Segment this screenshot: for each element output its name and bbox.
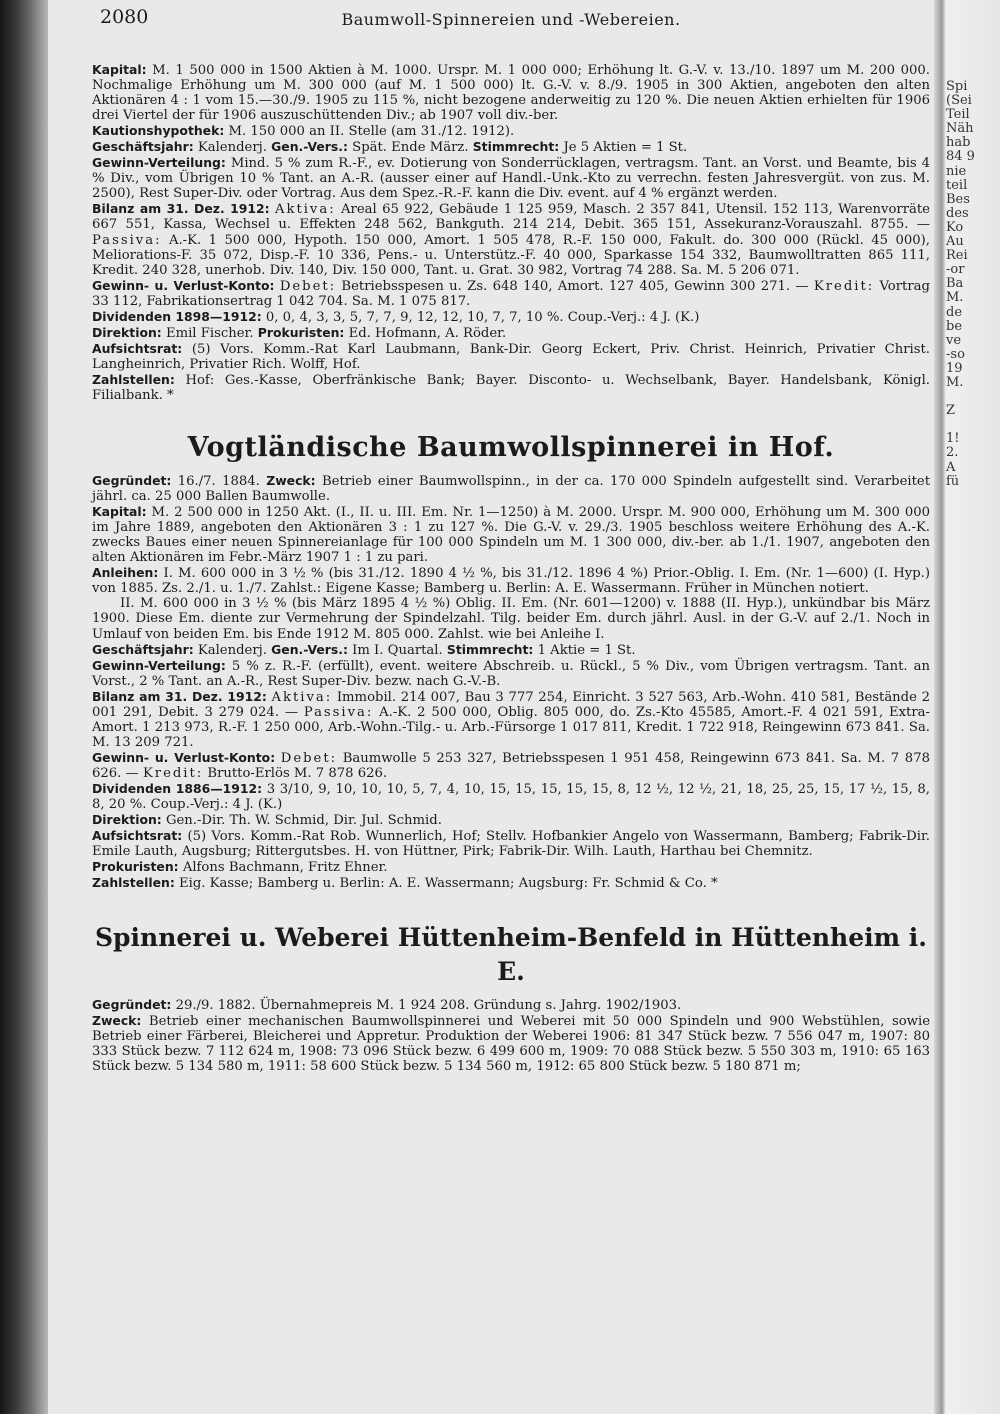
field-text: Immobil. 214 007, Bau 3 777 254, Einricht. 3 527 563, Arb.-Wohn. 410 581, Bestände 2 001 291, Debit. 3 279 024. — (92, 689, 930, 720)
adjacent-page-fragment: (Sei (946, 93, 972, 109)
running-title: Baumwoll-Spinnereien und -Webereien. (341, 10, 681, 29)
entry-gegruendet (92, 473, 930, 504)
field-text: Im I. Quartal. (352, 642, 443, 658)
field-text: (5) Vors. Komm.-Rat Karl Laubmann, Bank-Dir. Georg Eckert, Priv. Christ. Heinrich, Privatier Christ. Langheinrich, Privatier Rich. Wolff, Hof. (92, 341, 930, 372)
entry-kapital (92, 62, 930, 123)
adjacent-page-fragment: Teil (946, 107, 970, 123)
field-text: Betriebsspesen u. Zs. 648 140, Amort. 127 405, Gewinn 300 271. — (341, 278, 809, 294)
field-text: Je 5 Aktien = 1 St. (563, 140, 688, 156)
kredit-label: Kredit: (142, 765, 204, 781)
entry-dividenden (92, 781, 930, 812)
field-label: Zahlstellen: (92, 371, 175, 387)
field-label: Kapital: (92, 62, 147, 77)
field-text: 1 Aktie = 1 St. (537, 642, 636, 658)
entry-gewinnverteilung (92, 155, 930, 201)
aktiva-label: Aktiva: (271, 689, 333, 705)
adjacent-page-fragment: Z (946, 403, 956, 419)
field-text: 3 3/10, 9, 10, 10, 10, 5, 7, 4, 10, 15, 15, 15, 15, 15, 8, 12 ½, 12 ½, 21, 18, 25, 25, 15, 17 ½, 15, 8, 8, 20 %. Coup.-Verj.: 4 J. (K.) (92, 781, 930, 813)
adjacent-page-fragment: 2. (946, 445, 959, 461)
adjacent-page-fragment: 84 9 (946, 149, 975, 165)
debet-label: Debet: (279, 278, 337, 294)
field-text: I. M. 600 000 in 3 ½ % (bis 31./12. 1890 4 ½ %, bis 31./12. 1896 4 %) Prior.-Oblig. I. Em. (Nr. 1—600) (I. Hyp.) von 1885. Zs. 2./1. u. 1./7. Zahlst.: Eigene Kasse; Bamberg u. Berlin: A. E. Wassermann. Früher in München notiert. (92, 566, 930, 597)
adjacent-page-fragment: des (946, 205, 969, 221)
field-label: Kautionshypothek: (92, 123, 225, 139)
book-binding-shadow (0, 0, 48, 1414)
field-label: Zahlstellen: (92, 875, 175, 891)
field-label: Aufsichtsrat: (92, 340, 183, 356)
adjacent-page-fragment: nie (946, 163, 967, 179)
field-text: Hof: Ges.-Kasse, Oberfränkische Bank; Bayer. Disconto- u. Wechselbank, Bayer. Handelsbank, Königl. Filialbank. * (92, 372, 930, 403)
field-text: Brutto-Erlös M. 7 878 626. (207, 765, 388, 781)
field-text: M. 150 000 an II. Stelle (am 31./12. 1912). (228, 124, 515, 140)
field-text: M. 1 500 000 in 1500 Aktien à M. 1000. Urspr. M. 1 000 000; Erhöhung lt. G.-V. v. 13./10. 1897 um M. 200 000. Nochmalige Erhöhung um M. 300 000 (auf M. 1 500 000) lt. G.-V. v. 8./9. 1905 in 300 Aktien, angeboten den alten Aktionären 4 : 1 vom 15.—30./9. 1905 zu 115 %, nicht bezogene anderweitig zu 120 %. Die neuen Aktien erhielten für 1906 drei Viertel der für 1906 auszuschüttenden Div.; ab 1907 voll div.-ber. (92, 63, 930, 124)
field-text: 16./7. 1884. (177, 474, 260, 490)
field-text: Kalenderj. (197, 140, 267, 156)
company-title: Vogtländische Baumwollspinnerei in Hof. (187, 432, 835, 464)
field-label: Gewinn-Verteilung: (92, 155, 226, 171)
field-label: Gewinn- u. Verlust-Konto: (92, 277, 275, 293)
running-header (92, 6, 930, 38)
field-label: Gewinn-Verteilung: (92, 657, 226, 673)
entry-direktion (92, 812, 930, 828)
adjacent-page-fragment (946, 418, 975, 432)
field-label: Gegründet: (92, 473, 172, 489)
entry-aufsichtsrat (92, 828, 930, 859)
adjacent-page-fragment: fü (946, 473, 960, 489)
adjacent-page-fragment: M. (946, 374, 964, 390)
field-label: Dividenden 1898—1912: (92, 308, 262, 324)
adjacent-page-fragment: Spi (946, 79, 968, 94)
entry-zahlstellen (92, 875, 930, 891)
entry-geschaeftsjahr (92, 642, 930, 658)
company-title: Spinnerei u. Weberei Hüttenheim-Benfeld in Hüttenheim i. E. (95, 923, 927, 987)
field-label: Dividenden 1886—1912: (92, 780, 263, 796)
field-label: Direktion: (92, 812, 162, 828)
field-text: Vortrag 33 112, Fabrikationsertrag 1 042 704. Sa. M. 1 075 817. (92, 278, 930, 309)
entry-guv (92, 278, 930, 309)
field-text: Emil Fischer. (165, 325, 254, 341)
entry-zahlstellen (92, 372, 930, 403)
field-text: A.-K. 1 500 000, Hypoth. 150 000, Amort. 1 505 478, R.-F. 150 000, Fakult. do. 300 000 (Rückl. 45 000), Meliorations-F. 35 072, Disp.-F. 10 336, Pens.- u. Unterstütz.-F. 40 000, Sparkasse 154 332, Baumwolltratten 865 111, Kredit. 240 328, unerhob. Div. 140, Div. 150 000, Tant. u. Grat. 30 982, Vortrag 74 288. Sa. M. 5 206 071. (92, 232, 930, 278)
field-text: Mind. 5 % zum R.-F., ev. Dotierung von Sonderrücklagen, vertragsm. Tant. an Vorst. und Beamte, bis 4 % Div., vom Übrigen 10 % Tant. an A.-R. (ausser einer auf Handl.-Unk.-Kto zu verrechn. festen Jahresvergüt. von zus. M. 2500), Rest Super-Div. oder Vortrag. Aus dem Spez.-R.-F. kann die Div. event. auf 4 % ergänzt werden. (92, 156, 930, 202)
field-label: Direktion: (92, 324, 162, 340)
field-label: Kapital: (92, 504, 147, 520)
previous-company-entry (92, 62, 930, 403)
document-page (92, 6, 931, 1075)
field-text: Areal 65 922, Gebäude 1 125 959, Masch. 2 357 841, Utensil. 152 113, Warenvorräte 667 551, Kassa, Wechsel u. Effekten 248 562, Bankguth. 214 214, Debit. 365 151, Assekuranz-Vorauszahl. 8755. — (92, 202, 930, 233)
adjacent-page-fragment: Ba (946, 276, 964, 292)
field-label: Anleihen: (92, 565, 159, 581)
passiva-label: Passiva: (92, 232, 162, 248)
entry-kautionshypothek (92, 123, 930, 139)
adjacent-page-fragment: 1! (946, 431, 960, 447)
entry-anleihen-2 (92, 596, 930, 641)
field-text: 5 % z. R.-F. (erfüllt), event. weitere Abschreib. u. Rückl., 5 % Div., vom Übrigen vertragsm. Tant. an Vorst., 2 % Tant. an A.-R., Rest Super-Div. bezw. nach G.-V.-B. (92, 658, 930, 689)
adjacent-page-fragment: -so (946, 346, 965, 362)
field-text: Ed. Hofmann, A. Röder. (348, 325, 507, 341)
field-label: Bilanz am 31. Dez. 1912: (92, 201, 270, 217)
entry-dividenden (92, 309, 930, 325)
field-label: Zweck: (92, 1013, 142, 1029)
adjacent-page-fragment: A (946, 459, 956, 475)
field-text: M. 2 500 000 in 1250 Akt. (I., II. u. III. Em. Nr. 1—1250) à M. 2000. Urspr. M. 900 000, Erhöhung um M. 300 000 im Jahre 1889, angeboten den Aktionären 3 : 1 zu 127 %. Die G.-V. v. 29./3. 1905 beschloss weitere Erhöhung des A.-K. zwecks Baues einer neuen Spinnereianlage für 100 000 Spindeln um M. 1 300 000, div.-ber. ab 1./1. 1907, angeboten den alten Aktionären im Febr.-März 1907 1 : 1 zu pari. (92, 505, 930, 566)
field-text: Betrieb einer Baumwollspinn., in der ca. 170 000 Spindeln aufgestellt sind. Verarbeitet jährl. ca. 25 000 Ballen Baumwolle. (92, 474, 931, 505)
page-number: 2080 (100, 6, 149, 28)
field-text: Spät. Ende März. (352, 140, 469, 156)
adjacent-page-bleed-text (946, 80, 975, 489)
adjacent-page-fragment: teil (946, 177, 968, 193)
field-text: Baumwolle 5 253 327, Betriebsspesen 1 951 458, Reingewinn 673 841. Sa. M. 7 878 626. — (92, 750, 930, 781)
field-text: 29./9. 1882. Übernahmepreis M. 1 924 208. Gründung s. Jahrg. 1902/1903. (175, 998, 682, 1014)
debet-label: Debet: (280, 750, 338, 766)
entry-bilanz (92, 201, 930, 277)
adjacent-page-fragment: M. (946, 290, 964, 306)
adjacent-page-fragment: 19 (946, 360, 963, 376)
entry-prokuristen (92, 859, 930, 875)
field-text: Gen.-Dir. Th. W. Schmid, Dir. Jul. Schmid. (165, 813, 442, 829)
adjacent-page-fragment: de (946, 304, 963, 320)
field-text: Kalenderj. (197, 642, 267, 658)
entry-geschaeftsjahr (92, 139, 930, 155)
field-text: A.-K. 2 500 000, Oblig. 805 000, do. Zs.-Kto 45585, Amort.-F. 4 021 591, Extra-Amort. 1 213 973, R.-F. 1 250 000, Arb.-Wohn.-Tilg.- u. Arb.-Fürsorge 1 017 811, Kredit. 1 722 918, Reingewinn 673 841. Sa. M. 13 209 721. (92, 704, 930, 750)
adjacent-page-fragment: Bes (946, 191, 970, 207)
field-label: Stimmrecht: (446, 641, 534, 657)
entry-gewinnverteilung (92, 658, 930, 689)
entry-direktion (92, 325, 930, 341)
entry-aufsichtsrat (92, 341, 930, 372)
adjacent-page-fragment: be (946, 318, 963, 334)
adjacent-page-fragment: Rei (946, 248, 968, 264)
entry-kapital (92, 504, 930, 565)
field-label: Gewinn- u. Verlust-Konto: (92, 749, 276, 765)
adjacent-page-fragment: Näh (946, 121, 974, 137)
entry-gegruendet (92, 997, 930, 1013)
field-label: Aufsichtsrat: (92, 828, 183, 844)
field-label: Stimmrecht: (472, 139, 560, 155)
passiva-label: Passiva: (303, 704, 374, 720)
field-text: Alfons Bachmann, Fritz Ehner. (182, 860, 388, 876)
field-text: (5) Vors. Komm.-Rat Rob. Wunnerlich, Hof; Stellv. Hofbankier Angelo von Wassermann, Bamberg; Fabrik-Dir. Emile Lauth, Augsburg; Rittergutsbes. H. von Hüttner, Pirk; Fabrik-Dir. Wilh. Lauth, Harthau bei Chemnitz. (92, 829, 930, 860)
kredit-label: Kredit: (813, 278, 875, 294)
company-entry-huettenheim (92, 921, 930, 1074)
field-label: Zweck: (266, 473, 316, 489)
entry-bilanz (92, 689, 930, 750)
adjacent-page-fragment: hab (946, 135, 971, 151)
entry-anleihen (92, 565, 930, 596)
adjacent-page-fragment: Au (946, 234, 964, 250)
field-label: Gen.-Vers.: (271, 139, 348, 155)
adjacent-page-fragment: Ko (946, 219, 964, 235)
field-label: Gen.-Vers.: (271, 641, 348, 657)
field-text: 0, 0, 4, 3, 3, 5, 7, 7, 9, 12, 12, 10, 7, 7, 10 %. Coup.-Verj.: 4 J. (K.) (265, 309, 700, 325)
adjacent-page-fragment: ve (946, 332, 962, 348)
company-entry-vogtlaendische (92, 431, 930, 891)
entry-guv (92, 750, 930, 781)
field-text: II. M. 600 000 in 3 ½ % (bis März 1895 4 ½ %) Oblig. II. Em. (Nr. 601—1200) v. 1888 (II. Hyp.), unkündbar bis März 1900. Diese Em. diente zur Vermehrung der Spindelzahl. Tilg. beider Em. durch jährl. Ausl. in der G.-V. auf 2./1. Noch in Umlauf von beiden Em. bis Ende 1912 M. 805 000. Zahlst. wie bei Anleihe I. (92, 596, 930, 642)
field-label: Prokuristen: (92, 859, 179, 875)
entry-zweck (92, 1013, 930, 1074)
adjacent-page-fragment (946, 390, 975, 404)
aktiva-label: Aktiva: (274, 202, 336, 218)
adjacent-page-fragment: -or (946, 262, 965, 278)
field-label: Geschäftsjahr: (92, 139, 194, 155)
field-label: Geschäftsjahr: (92, 641, 194, 657)
field-text: Betrieb einer mechanischen Baumwollspinnerei und Weberei mit 50 000 Spindeln und 900 Webstühlen, sowie Betrieb einer Färberei, Bleicherei und Appretur. Produktion der Weberei 1906: 81 347 Stück bezw. 7 556 047 m, 1907: 80 333 Stück bezw. 7 112 624 m, 1908: 73 096 Stück bezw. 6 499 600 m, 1909: 70 088 Stück bezw. 5 550 303 m, 1910: 65 163 Stück bezw. 5 134 580 m, 1911: 58 600 Stück bezw. 5 134 560 m, 1912: 65 800 Stück bezw. 5 180 871 m; (92, 1014, 930, 1075)
field-label: Gegründet: (92, 997, 172, 1013)
field-label: Bilanz am 31. Dez. 1912: (92, 688, 267, 704)
adjacent-page-edge (934, 0, 1000, 1414)
field-label: Prokuristen: (257, 324, 345, 340)
field-text: Eig. Kasse; Bamberg u. Berlin: A. E. Wassermann; Augsburg: Fr. Schmid & Co. * (179, 876, 718, 892)
